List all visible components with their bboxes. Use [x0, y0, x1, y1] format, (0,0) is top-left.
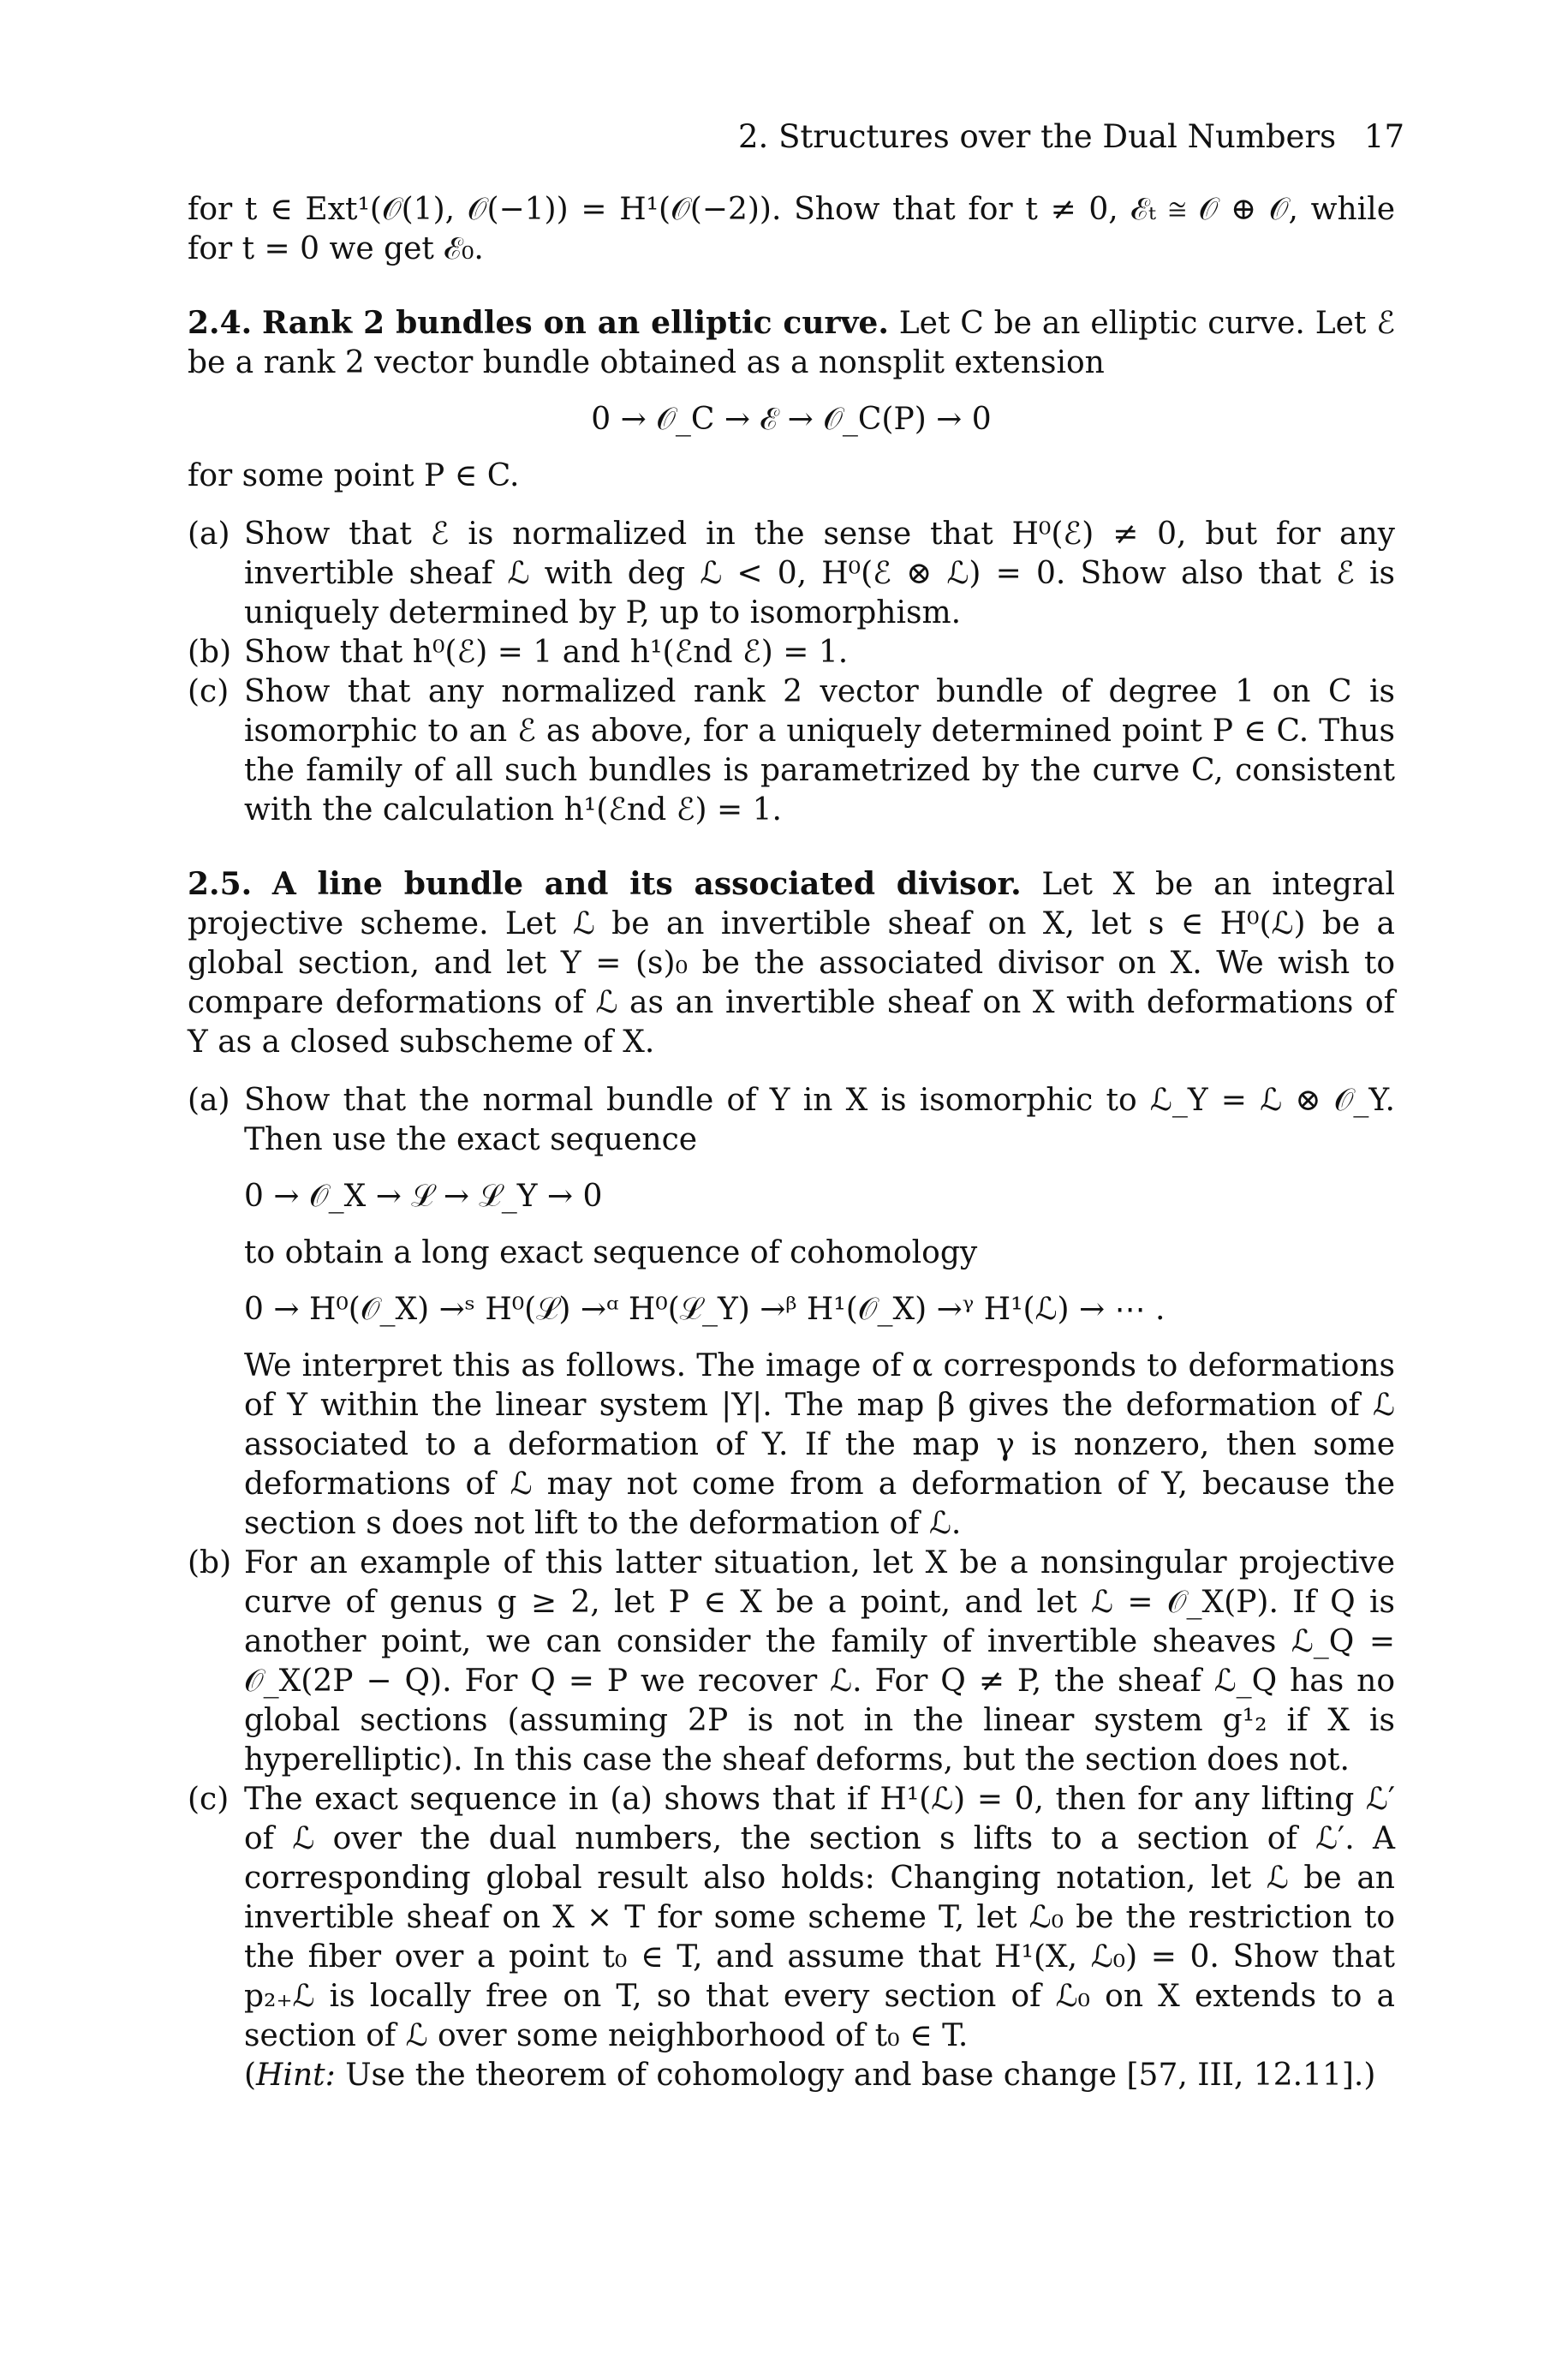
section-2-5-item-b	[188, 1544, 1395, 1780]
section-2-5-item-a	[188, 1081, 1395, 1544]
item-label: (b)	[188, 635, 232, 670]
section-2-4-item-a	[188, 515, 1395, 633]
section-2-4-title: Rank 2 bundles on an elliptic curve.	[262, 305, 889, 341]
item-text: Show that h⁰(ℰ) = 1 and h¹(ℰnd ℰ) = 1.	[244, 635, 849, 670]
item-text: to obtain a long exact sequence of cohomology	[244, 1235, 978, 1270]
section-2-4-number: 2.4.	[188, 305, 253, 341]
item-text: Show that ℰ is normalized in the sense that H⁰(ℰ) ≠ 0, but for any invertible sheaf ℒ with deg ℒ < 0, H⁰(ℰ ⊗ ℒ) = 0. Show also that ℰ is uniquely determined by P, up to isomorphism.	[244, 517, 1395, 630]
section-2-4-intro: Let C be an elliptic curve. Let ℰ be a rank 2 vector bundle obtained as a nonsplit extension	[188, 306, 1396, 380]
item-label: (c)	[188, 1782, 230, 1817]
item-text: We interpret this as follows. The image of α corresponds to deformations of Y within the linear system |Y|. The map β gives the deformation of ℒ associated to a deformation of Y. If the map γ is nonzero, then some deformations of ℒ may not come from a deformation of Y, because the section s does not lift to the deformation of ℒ.	[244, 1348, 1395, 1541]
hint-text: Use the theorem of cohomology and base change [57, III, 12.11].	[345, 2058, 1364, 2093]
intro-paragraph: for t ∈ Ext¹(𝒪(1), 𝒪(−1)) = H¹(𝒪(−2)). Show that for t ≠ 0, ℰₜ ≅ 𝒪 ⊕ 𝒪, while for t = 0 we get ℰ₀.	[188, 192, 1395, 266]
section-2-4-item-b	[188, 633, 1395, 672]
item-c-text: The exact sequence in (a) shows that if H¹(ℒ) = 0, then for any lifting ℒ′ of ℒ over the dual numbers, the section s lifts to a section of ℒ′. A corresponding global result also holds: Changing notation, let ℒ be an invertible sheaf on X × T for some scheme T, let ℒ₀ be the restriction to the fiber over a point t₀ ∈ T, and assume that H¹(X, ℒ₀) = 0. Show that p₂₊ℒ is locally free on T, so that every section of ℒ₀ on X extends to a section of ℒ over some neighborhood of t₀ ∈ T.	[244, 1782, 1395, 2053]
short-exact-sequence: 0 → 𝒪_X → ℒ → ℒ_Y → 0	[244, 1179, 603, 1214]
item-text: For an example of this latter situation, let X be a nonsingular projective curve of genus g ≥ 2, let P ∈ X be a point, and let ℒ = 𝒪_X(P). If Q is another point, we can consider the family of invertible sheaves ℒ_Q = 𝒪_X(2P − Q). For Q = P we recover ℒ. For Q ≠ P, the sheaf ℒ_Q has no global sections (assuming 2P is not in the linear system g¹₂ if X is hyperelliptic). In this case the sheaf deforms, but the section does not.	[244, 1545, 1395, 1778]
item-text: Show that the normal bundle of Y in X is isomorphic to ℒ_Y = ℒ ⊗ 𝒪_Y. Then use the exact sequence	[244, 1083, 1395, 1157]
section-2-4-after-display: for some point P ∈ C.	[188, 458, 520, 493]
page-body	[188, 190, 1395, 2095]
section-2-5-item-c	[188, 1780, 1395, 2095]
item-label: (b)	[188, 1545, 232, 1580]
section-2-5-intro: Let X be an integral projective scheme. Let ℒ be an invertible sheaf on X, let s ∈ H⁰(ℒ) be a global section, and let Y = (s)₀ be the associated divisor on X. We wish to compare deformations of ℒ as an invertible sheaf on X with deformations of Y as a closed subscheme of X.	[188, 867, 1395, 1060]
section-2-4-item-c	[188, 672, 1395, 830]
section-2-5-number: 2.5.	[188, 866, 253, 902]
running-header	[738, 118, 1404, 161]
section-2-4-paragraph	[188, 303, 1395, 383]
hint-open: (	[244, 2058, 257, 2093]
section-2-4-display-equation: 0 → 𝒪_C → ℰ → 𝒪_C(P) → 0	[591, 402, 992, 437]
item-text: Show that any normalized rank 2 vector bundle of degree 1 on C is isomorphic to an ℰ as above, for a uniquely determined point P ∈ C. Thus the family of all such bundles is parametrized by the curve C, consistent with the calculation h¹(ℰnd ℰ) = 1.	[244, 674, 1395, 828]
item-label: (a)	[188, 1083, 230, 1118]
running-title: 2. Structures over the Dual Numbers	[738, 118, 1337, 155]
item-label: (a)	[188, 517, 230, 552]
long-exact-sequence: 0 → H⁰(𝒪_X) →ˢ H⁰(ℒ) →ᵅ H⁰(ℒ_Y) →ᵝ H¹(𝒪_X) →ᵞ H¹(ℒ) → ⋯ .	[244, 1292, 1166, 1327]
hint-label: Hint:	[256, 2058, 336, 2093]
section-2-5-title: A line bundle and its associated divisor.	[271, 866, 1022, 902]
item-label: (c)	[188, 674, 230, 709]
page-number: 17	[1363, 118, 1404, 155]
section-2-5-paragraph	[188, 864, 1395, 1062]
hint-close: )	[1363, 2058, 1376, 2093]
item-text	[244, 1780, 1395, 2095]
